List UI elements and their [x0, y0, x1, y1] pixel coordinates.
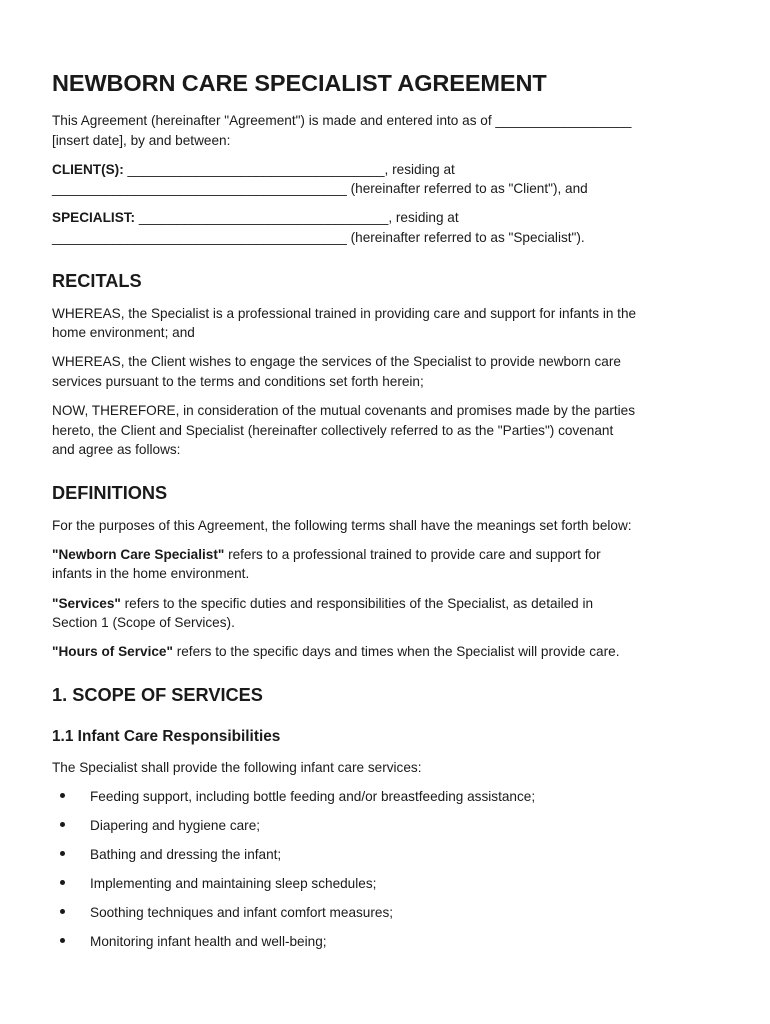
client-line-1: __________________________________, residing at [123, 161, 455, 177]
bullet-icon [60, 909, 65, 914]
definitions-intro: For the purposes of this Agreement, the following terms shall have the meanings set forth below: [52, 517, 632, 533]
recitals-heading: RECITALS [52, 270, 142, 291]
list-item-text: Monitoring infant health and well-being; [90, 934, 327, 950]
definition-services [52, 594, 728, 633]
recital-1-line-2: home environment; and [52, 325, 195, 341]
document-title: NEWBORN CARE SPECIALIST AGREEMENT [52, 70, 547, 96]
recital-1-line-1: WHEREAS, the Specialist is a professional trained in providing care and support for infants in the [52, 305, 637, 321]
recital-paragraph-2 [52, 352, 728, 391]
client-label: CLIENT(S): [52, 161, 124, 177]
definition-1-line-1: refers to a professional trained to provide care and support for [224, 546, 601, 562]
bullet-icon [60, 880, 65, 885]
bullet-icon [60, 793, 65, 798]
definition-3-line-1: refers to the specific days and times when the Specialist will provide care. [172, 644, 620, 660]
list-item-text: Diapering and hygiene care; [90, 817, 261, 833]
definition-1-term: "Newborn Care Specialist" [52, 546, 225, 562]
list-item-text: Soothing techniques and infant comfort measures; [90, 905, 394, 921]
list-item [52, 932, 728, 952]
bullet-icon [60, 851, 65, 856]
specialist-line-2: _______________________________________ (hereinafter referred to as "Specialist"). [52, 229, 585, 245]
definition-3-term: "Hours of Service" [52, 644, 173, 660]
list-item [52, 845, 728, 865]
recital-3-line-3: and agree as follows: [52, 442, 181, 458]
list-item [52, 816, 728, 836]
list-item-text: Bathing and dressing the infant; [90, 847, 282, 863]
list-item [52, 874, 728, 894]
definition-2-line-1: refers to the specific duties and responsibilities of the Specialist, as detailed in [120, 595, 594, 611]
specialist-party [52, 208, 728, 247]
client-party [52, 160, 728, 199]
definition-1-line-2: infants in the home environment. [52, 566, 250, 582]
infant-care-list [52, 787, 728, 952]
recital-paragraph-3 [52, 401, 728, 460]
bullet-icon [60, 938, 65, 943]
recital-3-line-2: hereto, the Client and Specialist (hereinafter collectively referred to as the "Parties") covenant [52, 422, 614, 438]
client-line-2: _______________________________________ (hereinafter referred to as "Client"), and [52, 181, 588, 197]
specialist-label: SPECIALIST: [52, 210, 136, 226]
scope-intro: The Specialist shall provide the following infant care services: [52, 759, 422, 775]
recital-2-line-2: services pursuant to the terms and conditions set forth herein; [52, 373, 424, 389]
list-item [52, 903, 728, 923]
document-page [52, 70, 728, 961]
recital-paragraph-1 [52, 304, 728, 343]
list-item-text: Feeding support, including bottle feeding and/or breastfeeding assistance; [90, 788, 536, 804]
intro-line-1: This Agreement (hereinafter "Agreement") is made and entered into as of __________________ [52, 113, 632, 128]
bullet-icon [60, 822, 65, 827]
recital-2-line-1: WHEREAS, the Client wishes to engage the services of the Specialist to provide newborn care [52, 354, 621, 370]
list-item-text: Implementing and maintaining sleep schedules; [90, 876, 377, 892]
intro-line-2: [insert date], by and between: [52, 132, 231, 148]
definition-2-term: "Services" [52, 595, 121, 611]
intro-paragraph [52, 111, 728, 150]
specialist-line-1: _________________________________, residing at [135, 210, 459, 226]
infant-care-subheading: 1.1 Infant Care Responsibilities [52, 727, 281, 745]
definitions-heading: DEFINITIONS [52, 482, 168, 503]
scope-heading: 1. SCOPE OF SERVICES [52, 684, 263, 705]
definition-2-line-2: Section 1 (Scope of Services). [52, 615, 235, 631]
definition-hours-of-service [52, 642, 728, 662]
definition-newborn-care-specialist [52, 545, 728, 584]
recital-3-line-1: NOW, THEREFORE, in consideration of the mutual covenants and promises made by the parties [52, 402, 636, 418]
list-item [52, 787, 728, 807]
